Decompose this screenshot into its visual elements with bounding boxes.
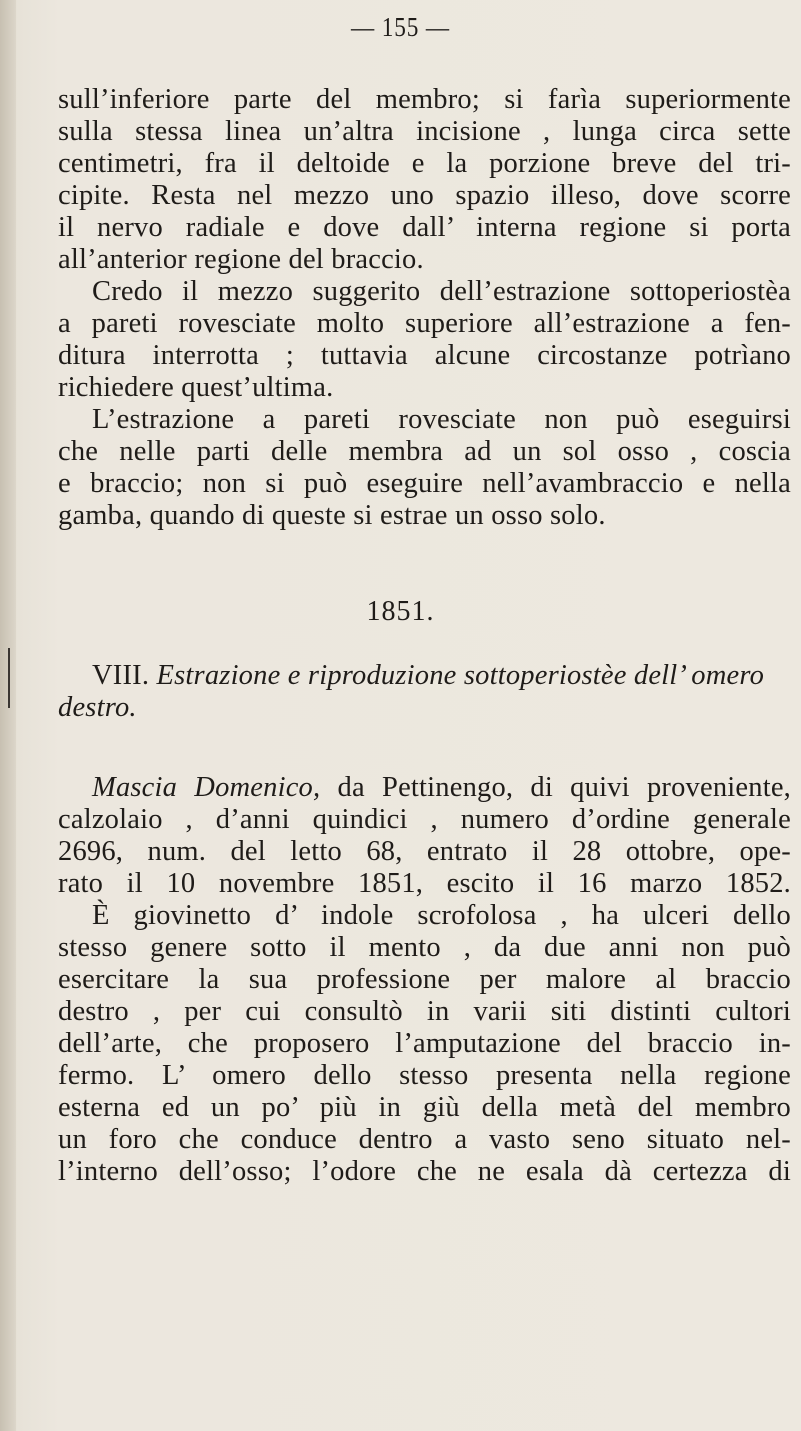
text-line: gamba, quando di queste si estrae un osso solo.: [58, 500, 606, 531]
binding-edge: [0, 0, 16, 1431]
page-number: — 155 —: [351, 12, 450, 42]
text-line: rato il 10 novembre 1851, escito il 16 marzo 1852.: [58, 868, 791, 899]
text-line: ditura interrotta ; tuttavia alcune circostanze potrìano: [58, 340, 791, 371]
case-header-rest: da Pettinengo, di quivi proveniente,: [337, 772, 791, 803]
text-line: È giovinetto d’ indole scrofolosa , ha ulceri dello: [92, 900, 791, 931]
case-header-line: [92, 772, 791, 804]
section-number: VIII.: [92, 660, 150, 691]
text-line: il nervo radiale e dove dall’ interna regione si porta: [58, 212, 791, 243]
year-heading: 1851.: [366, 596, 435, 627]
text-line: esercitare la sua professione per malore al braccio: [58, 964, 791, 995]
section-title-line2: destro.: [58, 692, 137, 723]
text-line: che nelle parti delle membra ad un sol osso , coscia: [58, 436, 791, 467]
text-line: L’estrazione a pareti rovesciate non può eseguirsi: [92, 404, 791, 435]
margin-mark: [8, 648, 10, 708]
section-title-text: Estrazione e riproduzione sottoperiostèe dell’ omero: [156, 660, 765, 691]
text-line: a pareti rovesciate molto superiore all’estrazione a fen-: [58, 308, 791, 339]
text-line: sull’inferiore parte del membro; si farìa superiormente: [58, 84, 791, 115]
text-line: fermo. L’ omero dello stesso presenta nella regione: [58, 1060, 791, 1091]
text-line: l’interno dell’osso; l’odore che ne esala dà certezza di: [58, 1156, 791, 1187]
text-line: destro , per cui consultò in varii siti distinti cultori: [58, 996, 791, 1027]
text-line: richiedere quest’ultima.: [58, 372, 334, 403]
text-line: calzolaio , d’anni quindici , numero d’ordine generale: [58, 804, 791, 835]
section-title: [92, 660, 791, 692]
text-line: un foro che conduce dentro a vasto seno situato nel-: [58, 1124, 791, 1155]
text-line: all’anterior regione del braccio.: [58, 244, 424, 275]
text-line: e braccio; non si può eseguire nell’avambraccio e nella: [58, 468, 791, 499]
text-line: centimetri, fra il deltoide e la porzione breve del tri-: [58, 148, 791, 179]
text-line: 2696, num. del letto 68, entrato il 28 ottobre, ope-: [58, 836, 791, 867]
text-line: Credo il mezzo suggerito dell’estrazione sottoperiostèa: [92, 276, 791, 307]
text-line: esterna ed un po’ più in giù della metà del membro: [58, 1092, 791, 1123]
patient-name: Mascia Domenico,: [92, 772, 321, 803]
text-line: stesso genere sotto il mento , da due anni non può: [58, 932, 791, 963]
text-line: cipite. Resta nel mezzo uno spazio illeso, dove scorre: [58, 180, 791, 211]
text-line: dell’arte, che proposero l’amputazione del braccio in-: [58, 1028, 791, 1059]
text-line: sulla stessa linea un’altra incisione , lunga circa sette: [58, 116, 791, 147]
